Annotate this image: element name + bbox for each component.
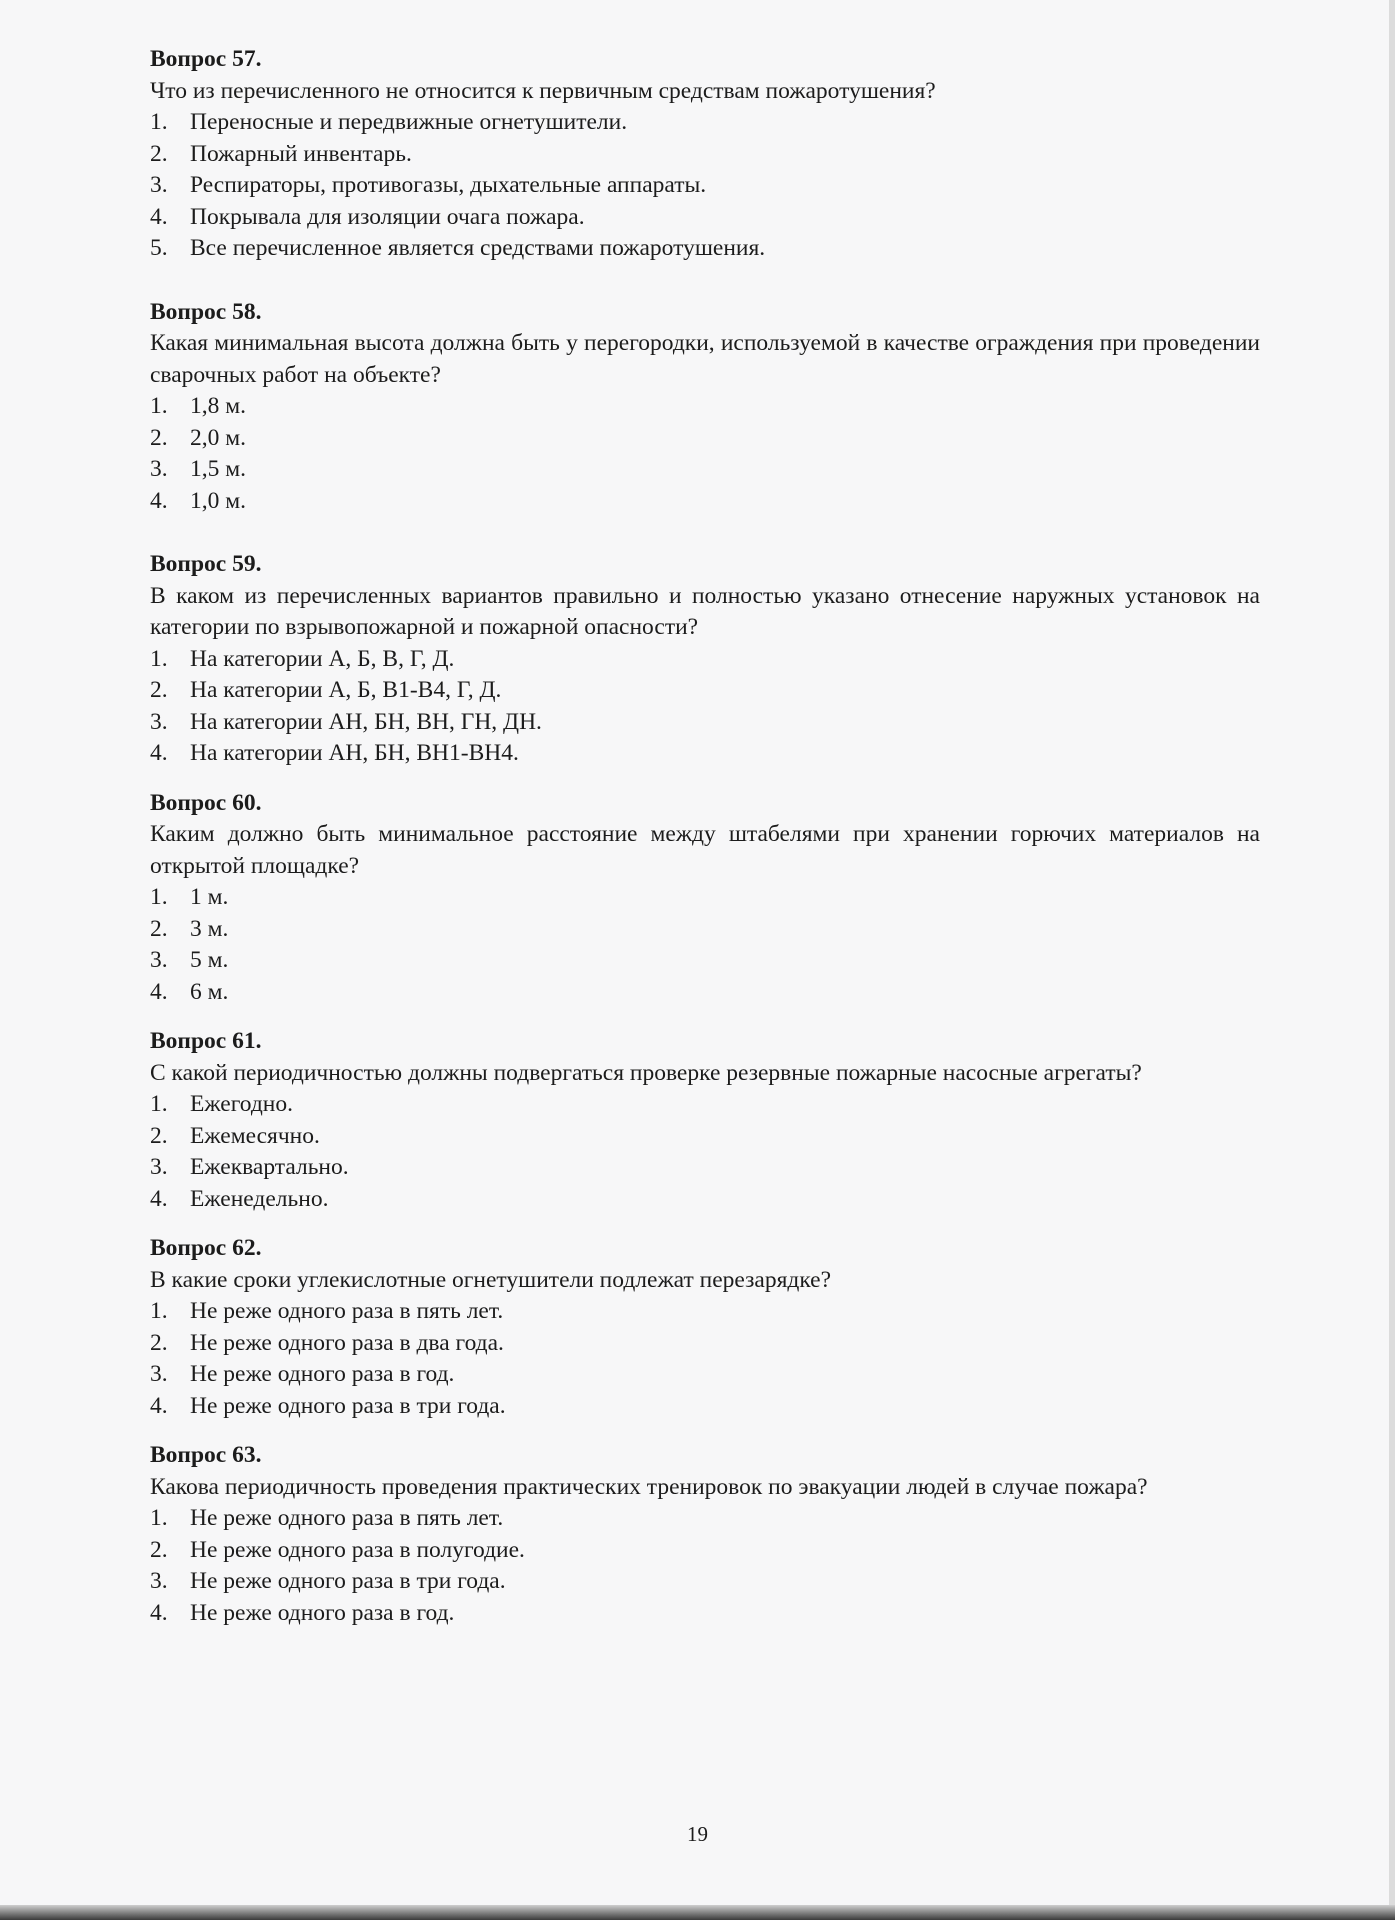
answer-number: 3. bbox=[150, 456, 168, 482]
answer-number: 2. bbox=[150, 915, 168, 942]
answer-number: 4. bbox=[150, 978, 168, 1005]
answer-number: 2. bbox=[150, 677, 168, 703]
question-61 bbox=[150, 1026, 1260, 1215]
answer-text: Не реже одного раза в пять лет. bbox=[190, 1298, 504, 1324]
answer-item bbox=[150, 107, 1260, 139]
answer-list bbox=[150, 882, 1260, 1008]
answer-item bbox=[150, 1503, 1260, 1535]
answer-item bbox=[150, 1296, 1260, 1328]
answer-item bbox=[150, 738, 1260, 770]
answer-list bbox=[150, 644, 1260, 770]
answer-text: На категории АН, БН, ВН1-ВН4. bbox=[190, 740, 519, 766]
answer-item bbox=[150, 1121, 1260, 1153]
answer-text: Не реже одного раза в полугодие. bbox=[190, 1536, 525, 1563]
answer-text: Ежемесячно. bbox=[190, 1122, 320, 1149]
answer-text: На категории АН, БН, ВН, ГН, ДН. bbox=[190, 708, 542, 735]
scan-edge-shadow bbox=[0, 1905, 1395, 1920]
answer-text: Не реже одного раза в год. bbox=[190, 1599, 455, 1626]
answer-item bbox=[150, 1535, 1260, 1567]
answer-text: Не реже одного раза в пять лет. bbox=[190, 1505, 504, 1531]
answer-item bbox=[150, 486, 1260, 518]
answer-number: 2. bbox=[150, 1122, 168, 1149]
answer-item bbox=[150, 707, 1260, 739]
answer-item bbox=[150, 882, 1260, 914]
answer-list bbox=[150, 391, 1260, 517]
question-title: Вопрос 62. bbox=[150, 1235, 262, 1261]
answer-number: 4. bbox=[150, 487, 168, 514]
answer-list bbox=[150, 1296, 1260, 1422]
question-title: Вопрос 57. bbox=[150, 46, 262, 72]
answer-text: Не реже одного раза в два года. bbox=[190, 1329, 504, 1356]
answer-item bbox=[150, 139, 1260, 171]
answer-text: На категории А, Б, В, Г, Д. bbox=[190, 645, 455, 672]
answer-item bbox=[150, 1184, 1260, 1216]
answer-number: 1. bbox=[150, 109, 168, 135]
page-number: 19 bbox=[687, 1822, 708, 1846]
answer-text: Не реже одного раза в год. bbox=[190, 1361, 455, 1387]
answer-number: 2. bbox=[150, 1329, 168, 1356]
question-62 bbox=[150, 1233, 1260, 1422]
answer-item bbox=[150, 1391, 1260, 1423]
answer-text: 3 м. bbox=[190, 915, 229, 942]
answer-number: 3. bbox=[150, 1361, 168, 1387]
answer-item bbox=[150, 1328, 1260, 1360]
question-text: Что из перечисленного не относится к первичным средствам пожаротушения? bbox=[150, 77, 936, 104]
answer-number: 1. bbox=[150, 1091, 168, 1117]
answer-number: 4. bbox=[150, 203, 168, 230]
answer-text: Не реже одного раза в три года. bbox=[190, 1568, 506, 1594]
answer-text: Покрывала для изоляции очага пожара. bbox=[190, 203, 585, 230]
answer-number: 4. bbox=[150, 740, 168, 766]
answer-text: Пожарный инвентарь. bbox=[190, 140, 412, 167]
question-63 bbox=[150, 1440, 1260, 1629]
answer-item bbox=[150, 1566, 1260, 1598]
answer-text: Ежеквартально. bbox=[190, 1154, 349, 1180]
answer-text: Переносные и передвижные огнетушители. bbox=[190, 109, 628, 135]
question-text: С какой периодичностью должны подвергаться проверке резервные пожарные насосные агрегаты? bbox=[150, 1059, 1142, 1086]
question-title: Вопрос 60. bbox=[150, 789, 262, 816]
question-text: Каким должно быть минимальное расстояние между штабелями при хранении горючих материалов на открытой площадке? bbox=[150, 821, 1260, 879]
question-text: Какова периодичность проведения практических тренировок по эвакуации людей в случае пожара? bbox=[150, 1473, 1148, 1500]
answer-text: Ежегодно. bbox=[190, 1091, 293, 1117]
answer-number: 4. bbox=[150, 1185, 168, 1212]
answer-item bbox=[150, 977, 1260, 1009]
question-title: Вопрос 58. bbox=[150, 298, 262, 325]
answer-number: 4. bbox=[150, 1599, 168, 1626]
answer-item bbox=[150, 1089, 1260, 1121]
answer-number: 5. bbox=[150, 235, 168, 261]
answer-number: 1. bbox=[150, 1298, 168, 1324]
answer-text: Еженедельно. bbox=[190, 1185, 329, 1212]
answer-text: 1,8 м. bbox=[190, 393, 246, 419]
question-title: Вопрос 61. bbox=[150, 1028, 262, 1054]
answer-item bbox=[150, 454, 1260, 486]
answer-number: 1. bbox=[150, 393, 168, 419]
answer-number: 1. bbox=[150, 884, 168, 910]
answer-number: 4. bbox=[150, 1392, 168, 1419]
question-60 bbox=[150, 788, 1260, 1009]
answer-number: 3. bbox=[150, 708, 168, 735]
answer-item bbox=[150, 423, 1260, 455]
question-title: Вопрос 63. bbox=[150, 1442, 262, 1468]
answer-number: 3. bbox=[150, 1154, 168, 1180]
answer-text: 1,0 м. bbox=[190, 487, 246, 514]
question-text: В каком из перечисленных вариантов правильно и полностью указано отнесение наружных установок на категории по взрывопожарной и пожарной опасности? bbox=[150, 582, 1260, 640]
answer-text: 5 м. bbox=[190, 947, 229, 973]
answer-text: 1 м. bbox=[190, 884, 229, 910]
answer-item bbox=[150, 233, 1260, 265]
answer-number: 2. bbox=[150, 140, 168, 167]
answer-list bbox=[150, 1089, 1260, 1215]
answer-text: Не реже одного раза в три года. bbox=[190, 1392, 506, 1419]
question-text: В какие сроки углекислотные огнетушители подлежат перезарядке? bbox=[150, 1266, 832, 1293]
answer-text: 6 м. bbox=[190, 978, 229, 1005]
question-58 bbox=[150, 297, 1260, 518]
answer-text: На категории А, Б, В1-В4, Г, Д. bbox=[190, 677, 502, 703]
question-text: Какая минимальная высота должна быть у перегородки, используемой в качестве ограждения при проведении сварочных работ на объекте? bbox=[150, 330, 1260, 388]
answer-text: Все перечисленное является средствами пожаротушения. bbox=[190, 235, 766, 261]
answer-number: 2. bbox=[150, 1536, 168, 1563]
answer-list bbox=[150, 107, 1260, 265]
question-title: Вопрос 59. bbox=[150, 551, 262, 577]
answer-text: 2,0 м. bbox=[190, 424, 246, 451]
question-59 bbox=[150, 549, 1260, 770]
answer-item bbox=[150, 1598, 1260, 1630]
answer-item bbox=[150, 202, 1260, 234]
answer-number: 3. bbox=[150, 172, 168, 198]
answer-item bbox=[150, 675, 1260, 707]
question-57 bbox=[150, 44, 1260, 265]
answer-item bbox=[150, 644, 1260, 676]
questions-block bbox=[150, 44, 1260, 1629]
answer-text: 1,5 м. bbox=[190, 456, 246, 482]
answer-item bbox=[150, 1152, 1260, 1184]
answer-number: 3. bbox=[150, 1568, 168, 1594]
answer-number: 2. bbox=[150, 424, 168, 451]
answer-item bbox=[150, 170, 1260, 202]
answer-item bbox=[150, 391, 1260, 423]
answer-list bbox=[150, 1503, 1260, 1629]
answer-item bbox=[150, 914, 1260, 946]
answer-number: 1. bbox=[150, 1505, 168, 1531]
answer-text: Респираторы, противогазы, дыхательные аппараты. bbox=[190, 172, 707, 198]
answer-number: 3. bbox=[150, 947, 168, 973]
answer-item bbox=[150, 945, 1260, 977]
answer-item bbox=[150, 1359, 1260, 1391]
answer-number: 1. bbox=[150, 645, 168, 672]
